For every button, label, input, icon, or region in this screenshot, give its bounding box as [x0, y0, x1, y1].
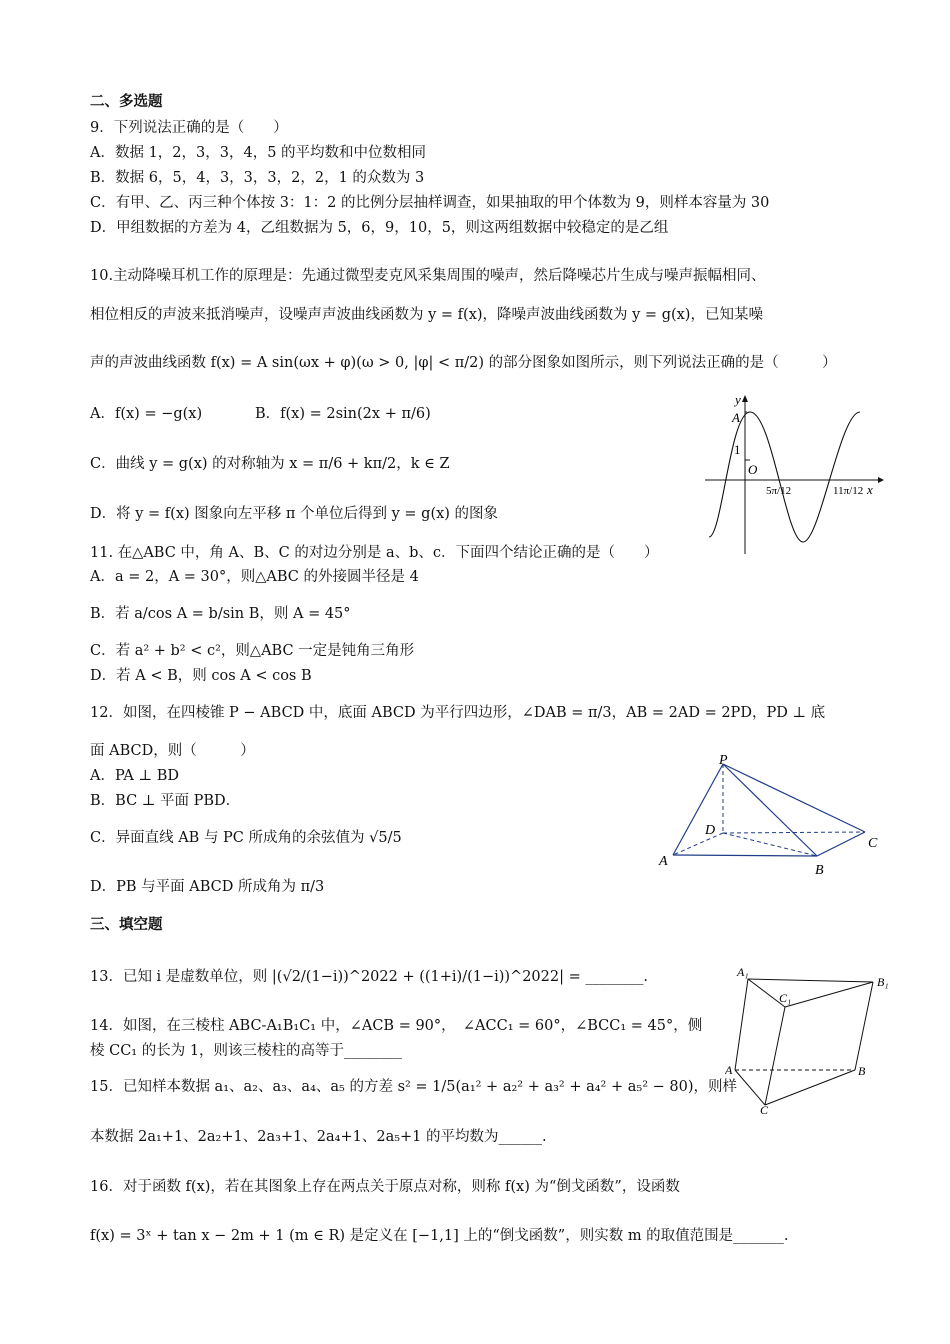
- amplitude-label: A: [732, 410, 740, 425]
- edge-dc-hidden: [723, 832, 865, 833]
- q16-line1: 16．对于函数 f(x)，若在其图象上存在两点关于原点对称，则称 f(x) 为“倒戈函数”，设函数: [90, 1179, 680, 1195]
- q9-option-b: B．数据 6，5，4，3，3，3，2，2，1 的众数为 3: [90, 170, 425, 186]
- q12-stem-line2: 面 ABCD，则（ ）: [90, 743, 255, 759]
- one-label: 1: [734, 442, 741, 457]
- vertex-a: A: [659, 854, 668, 869]
- edge-ad-hidden: [673, 833, 723, 855]
- x-axis-arrow-icon: [878, 477, 884, 483]
- vertex-c: C: [760, 1103, 769, 1114]
- edge-cc1: [765, 1007, 785, 1105]
- q16-line2: f(x) = 3ˣ + tan x − 2m + 1 (m ∈ R) 是定义在 [−1,1] 上的“倒戈函数”，则实数 m 的取值范围是_______.: [90, 1228, 789, 1244]
- q13: 13．已知 i 是虚数单位，则 |(√2/(1−i))^2022 + ((1+i)/(1−i))^2022| = ________.: [90, 969, 648, 985]
- vertex-b: B: [815, 863, 824, 878]
- vertex-c: C: [868, 836, 878, 851]
- q12-option-d: D．PB 与平面 ABCD 所成角为 π/3: [90, 879, 325, 895]
- origin-label: O: [748, 462, 758, 477]
- q9-option-a: A．数据 1，2，3，3，4，5 的平均数和中位数相同: [90, 145, 427, 161]
- q15-line2: 本数据 2a₁+1、2a₂+1、2a₃+1、2a₄+1、2a₅+1 的平均数为______.: [90, 1129, 547, 1145]
- edge-aa1: [735, 979, 748, 1070]
- q9-option-d: D．甲组数据的方差为 4，乙组数据为 5，6，9，10，5，则这两组数据中较稳定的是乙组: [90, 220, 669, 236]
- q14-line1: 14．如图，在三棱柱 ABC-A₁B₁C₁ 中，∠ACB = 90°， ∠ACC₁ = 60°，∠BCC₁ = 45°，侧: [90, 1018, 703, 1034]
- q12-stem-line1: 12．如图，在四棱锥 P − ABCD 中，底面 ABCD 为平行四边形，∠DAB = π/3，AB = 2AD = 2PD，PD ⊥ 底: [90, 705, 826, 721]
- edge-pa: [673, 764, 723, 855]
- edge-pc: [723, 764, 865, 832]
- edge-bc: [817, 832, 865, 856]
- edge-bb1: [855, 982, 873, 1070]
- section-heading-fill-in: 三、填空题: [90, 916, 163, 933]
- edge-db-hidden: [723, 833, 817, 856]
- vertex-c1: C₁: [779, 991, 792, 1005]
- edge-ab: [673, 855, 817, 856]
- q12-option-a: A．PA ⊥ BD: [90, 768, 180, 784]
- edge-ac: [735, 1070, 765, 1105]
- edge-c1b1: [785, 982, 873, 1007]
- q14-line2: 棱 CC₁ 的长为 1，则该三棱柱的高等于________: [90, 1043, 403, 1059]
- q11-option-d: D．若 A < B，则 cos A < cos B: [90, 668, 312, 684]
- q11-option-b: B．若 a/cos A = b/sin B，则 A = 45°: [90, 606, 351, 622]
- q10-option-c: C．曲线 y = g(x) 的对称轴为 x = π/6 + kπ/2，k ∈ Z: [90, 456, 450, 472]
- y-axis-arrow-icon: [742, 395, 748, 402]
- q10-option-d: D．将 y = f(x) 图象向左平移 π 个单位后得到 y = g(x) 的图象: [90, 506, 499, 522]
- vertex-d: D: [705, 823, 716, 838]
- q9-option-c: C．有甲、乙、丙三种个体按 3：1：2 的比例分层抽样调查，如果抽取的甲个体数为 9，则样本容量为 30: [90, 195, 770, 211]
- vertex-b: B: [858, 1064, 866, 1078]
- edge-a1b1: [748, 979, 873, 982]
- q14-prism-figure: [725, 962, 895, 1114]
- q12-option-c: C．异面直线 AB 与 PC 所成角的余弦值为 √5/5: [90, 830, 402, 846]
- q12-option-b: B．BC ⊥ 平面 PBD．: [90, 793, 241, 809]
- edge-cb: [765, 1070, 855, 1105]
- section-heading-multiple-choice: 二、多选题: [90, 93, 163, 110]
- q10-stem-line2: 相位相反的声波来抵消噪声，设噪声声波曲线函数为 y = f(x)，降噪声波曲线函数为 y = g(x)，已知某噪: [90, 307, 763, 323]
- q10-sine-graph: [700, 392, 885, 557]
- x-axis-label: x: [867, 482, 873, 497]
- vertex-b1: B₁: [877, 975, 889, 989]
- q10-stem-line1: 10.主动降噪耳机工作的原理是：先通过微型麦克风采集周围的噪声，然后降噪芯片生成与噪声振幅相同、: [90, 268, 766, 284]
- q10-option-b: B．f(x) = 2sin(2x + π/6): [255, 406, 431, 422]
- q10-option-a: A．f(x) = −g(x): [90, 406, 203, 422]
- q9-stem: 9．下列说法正确的是（ ）: [90, 120, 288, 136]
- tick-11pi-12: 11π/12: [833, 485, 864, 497]
- edge-pb: [723, 764, 817, 856]
- q11-option-a: A．a = 2，A = 30°，则△ABC 的外接圆半径是 4: [90, 569, 419, 585]
- vertex-a1: A₁: [737, 965, 749, 979]
- q11-stem: 11. 在△ABC 中，角 A、B、C 的对边分别是 a、b、c．下面四个结论正确的是（ ）: [90, 545, 659, 561]
- vertex-p: P: [719, 753, 728, 768]
- q11-option-c: C．若 a² + b² < c²，则△ABC 一定是钝角三角形: [90, 643, 415, 659]
- sine-curve: [709, 412, 860, 542]
- q12-pyramid-figure: [655, 752, 885, 880]
- q15-line1: 15．已知样本数据 a₁、a₂、a₃、a₄、a₅ 的方差 s² = 1/5(a₁² + a₂² + a₃² + a₄² + a₅² − 80)，则样: [90, 1079, 737, 1095]
- q10-stem-line3: 声的声波曲线函数 f(x) = A sin(ωx + φ)(ω > 0, |φ| < π/2) 的部分图象如图所示，则下列说法正确的是（ ）: [90, 355, 837, 371]
- vertex-a: A: [725, 1063, 733, 1077]
- tick-5pi-12: 5π/12: [766, 485, 792, 497]
- y-axis-label: y: [735, 392, 741, 407]
